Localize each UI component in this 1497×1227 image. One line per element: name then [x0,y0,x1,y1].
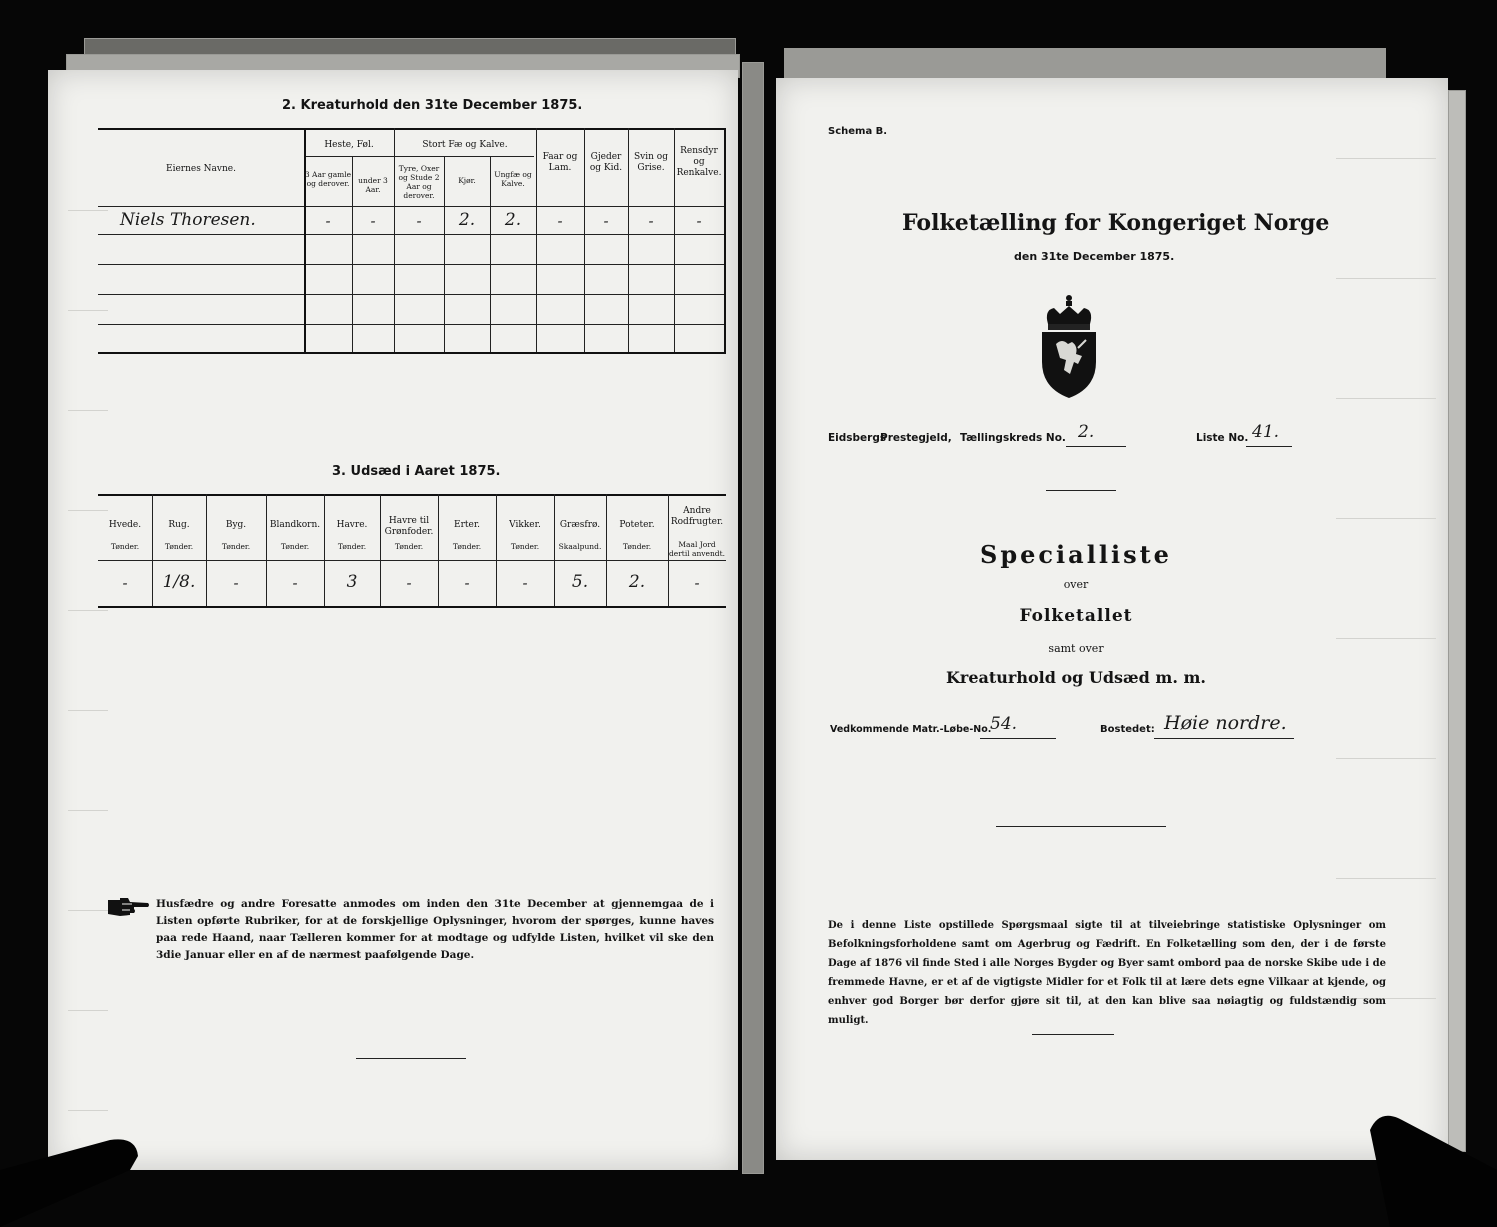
livestock-value: - [603,212,609,230]
samt-over-text: samt over [1048,642,1104,655]
right-page [776,78,1448,1160]
bostedet-value: Høie nordre. [1164,712,1287,734]
crop-value: - [464,574,470,592]
gjeder-header: Gjeder og Kid. [589,152,623,173]
owner-name: Niels Thoresen. [120,210,256,230]
crop-value: - [292,574,298,592]
crop-value: 3 [346,572,358,592]
crop-value: 1/8. [162,572,196,592]
heste-sub-1: 3 Aar gamle og derover. [304,170,352,188]
prestegjeld-label: Prestegjeld, [880,432,952,444]
notice-text: Husfædre og andre Foresatte anmodes om inden den 31te December at gjennemgaa de i Listen opførte Rubriker, for at de forskjellige Oplysninger, hvorom der spørges, kunne haves paa rede Haand, naar Tælleren kommer for at modtage og udfylde Listen, hvilket vil ske den 3die Januar eller en af de nærmest paafølgende Dage. [156,898,714,961]
crop-unit: Tønder. [280,542,310,551]
sheet-edge [784,48,1386,80]
crop-value: 5. [571,572,589,592]
livestock-value: - [416,212,422,230]
crop-header: Erter. [454,520,480,530]
coat-of-arms-icon [1032,292,1106,400]
book-clip-left [0,1110,150,1227]
stort-sub-3: Ungfæ og Kalve. [494,170,532,188]
crop-header: Rug. [168,520,190,530]
crop-unit: Tønder. [164,542,194,551]
crop-unit: Tønder. [394,542,424,551]
crop-header: Blandkorn. [269,520,321,530]
crop-value: - [122,574,128,592]
prestegjeld-name: Eidsbergs [828,432,887,444]
crop-value: - [522,574,528,592]
crop-unit: Skaalpund. [558,542,602,551]
section2-title: 2. Kreaturhold den 31te December 1875. [282,98,583,113]
stort-sub-1: Tyre, Oxer og Stude 2 Aar og derover. [398,164,440,200]
livestock-value: - [696,212,702,230]
kreds-label: Tællingskreds No. [960,432,1066,444]
livestock-value: 2. [504,210,522,230]
rensdyr-header: Rensdyr og Renkalve. [676,146,722,178]
over-text: over [1063,578,1089,591]
crop-value: 2. [628,572,646,592]
livestock-value: - [325,212,331,230]
crop-header: Hvede. [108,520,142,530]
kreaturhold-heading: Kreaturhold og Udsæd m. m. [946,668,1206,687]
crop-header: Havre. [336,520,368,530]
crop-unit: Tønder. [622,542,652,551]
specialliste-heading: Specialliste [980,540,1172,569]
stort-sub-2: Kjør. [458,176,476,185]
crop-header: Græsfrø. [559,520,601,530]
crop-header: Poteter. [619,520,655,530]
crop-unit: Maal Jord dertil anvendt. [668,540,726,558]
faar-header: Faar og Lam. [542,152,578,173]
matr-number: 54. [990,714,1018,734]
pointing-hand-icon [106,896,150,918]
crop-unit: Tønder. [510,542,540,551]
stort-header: Stort Fæ og Kalve. [422,140,508,150]
crop-value: - [233,574,239,592]
liste-number: 41. [1252,422,1280,442]
schema-label: Schema B. [828,126,888,137]
crop-unit: Tønder. [110,542,140,551]
document-title: Folketælling for Kongeriget Norge [902,210,1330,236]
liste-label: Liste No. [1196,432,1249,444]
bostedet-label: Bostedet: [1100,724,1155,735]
livestock-value: - [370,212,376,230]
crop-header: Byg. [225,520,247,530]
matr-label: Vedkommende Matr.-Løbe-No. [830,724,992,735]
heste-header: Heste, Føl. [324,140,374,150]
sheet-edge [1448,90,1466,1152]
crop-unit: Tønder. [452,542,482,551]
livestock-value: - [557,212,563,230]
livestock-value: - [648,212,654,230]
footer-text: De i denne Liste opstillede Spørgsmaal sigte til at tilveiebringe statistiske Oplysninger om Befolkningsforholdene samt om Agerbrug og Fædrift. En Folketælling som den, der i de første Dage af 1876 vil finde Sted i alle Norges Bygder og Byer samt ombord paa de norske Skibe ude i de fremmede Havne, er et af de vigtigste Midler for et Folk til at lære dets egne Vilkaar at kjende, og enhver god Borger bør derfor gjøre sit til, at den kan blive saa nøiagtig og fuldstændig som muligt. [828,920,1386,1026]
crop-value: - [406,574,412,592]
crop-header: Havre til Grønfoder. [384,516,434,537]
section3-title: 3. Udsæd i Aaret 1875. [332,464,501,479]
document-date: den 31te December 1875. [1014,250,1175,263]
livestock-value: 2. [458,210,476,230]
crop-unit: Tønder. [221,542,251,551]
sheet-edge [742,62,764,1174]
svin-header: Svin og Grise. [634,152,668,173]
owner-header: Eiernes Navne. [166,164,236,174]
crop-header: Vikker. [509,520,541,530]
folketallet-heading: Folketallet [1019,606,1133,626]
heste-sub-2: under 3 Aar. [358,176,388,194]
crop-header: Andre Rodfrugter. [670,506,724,527]
left-page [48,70,738,1170]
book-clip-right [1350,1090,1497,1227]
crop-unit: Tønder. [337,542,367,551]
crop-value: - [694,574,700,592]
kreds-number: 2. [1078,422,1095,442]
